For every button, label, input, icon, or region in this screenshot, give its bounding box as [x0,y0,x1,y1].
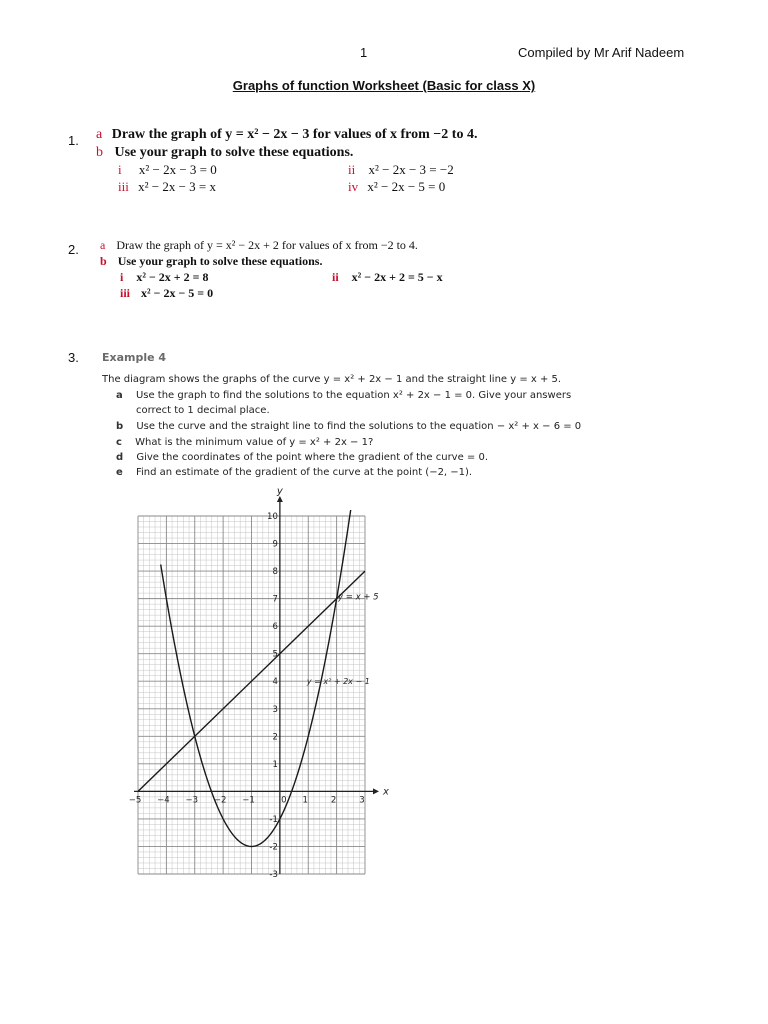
x-tick-label: −4 [157,795,170,806]
question-number: 1. [68,133,79,148]
example-title: Example 4 [102,351,167,364]
y-tick-label: 6 [272,622,278,633]
q2-part-ii: ii x² − 2x + 2 = 5 − x [332,270,443,284]
q1-part-ii: ii x² − 2x − 3 = −2 [348,162,454,177]
example-item-a: a Use the graph to find the solutions to the equation x² + 2x − 1 = 0. Give your answers [116,390,572,401]
page-title: Graphs of function Worksheet (Basic for class X) [232,78,536,93]
example-item-c: c What is the minimum value of y = x² + 2x − 1? [116,437,374,448]
q1-part-a [96,127,477,143]
question-number: 3. [68,350,79,365]
q1-part-iv: iv x² − 2x − 5 = 0 [348,179,446,194]
y-tick-label: 9 [272,539,278,550]
x-tick-label: 2 [330,795,337,806]
example-item-a-cont: correct to 1 decimal place. [136,405,270,416]
q1-b-text: Use your graph to solve these equations. [114,145,354,160]
q2-part-b: b Use your graph to solve these equations. [100,254,323,268]
example-item-e: e Find an estimate of the gradient of the curve at the point (−2, −1). [116,467,473,478]
x-tick-label: −5 [128,795,142,806]
y-tick-label: 3 [272,704,278,715]
x-tick-label: 3 [359,795,365,806]
y-tick-label: -1 [269,814,278,825]
x-tick-label: 1 [302,795,308,806]
q1-a-text: Draw the graph of y = x² − 2x − 3 for values of x from −2 to 4. [111,127,478,142]
x-tick-label: −2 [213,795,227,806]
y-tick-label: 2 [272,732,278,743]
compiled-by: Compiled by Mr Arif Nadeem [518,45,685,60]
y-tick-label: -2 [269,842,278,853]
x-tick-label: −1 [242,795,255,806]
y-tick-label: 1 [272,759,278,770]
function-graph [120,486,389,880]
q1-b-label: b [96,145,103,160]
example-intro: The diagram shows the graphs of the curve y = x² + 2x − 1 and the straight line y = x + 5. [102,374,562,385]
question-number: 2. [68,242,79,257]
x-axis-label: x [383,786,389,798]
q1-part-b [96,145,353,161]
q2-part-iii: iii x² − 2x − 5 = 0 [120,286,214,300]
example-item-d: d Give the coordinates of the point where the gradient of the curve = 0. [116,452,489,463]
y-tick-label: 8 [272,567,278,578]
curve-annotation: y = x² + 2x − 1 [306,677,370,687]
example-item-b: b Use the curve and the straight line to find the solutions to the equation − x² + x − 6 = 0 [116,421,582,432]
y-tick-label: 7 [272,594,278,605]
q1-a-label: a [96,127,103,142]
y-tick-label: 5 [272,649,278,660]
x-tick-label: −3 [185,795,199,806]
y-tick-label: 10 [267,512,278,522]
q2-part-i: i x² − 2x + 2 = 8 [120,270,209,284]
q2-part-a: a Draw the graph of y = x² − 2x + 2 for values of x from −2 to 4. [100,238,418,252]
line-annotation: y = x + 5 [338,592,379,603]
y-tick-label: 4 [272,677,278,688]
page-number: 1 [360,45,368,60]
q1-part-iii: iii x² − 2x − 3 = x [118,179,216,194]
tick-labels [129,512,365,880]
y-tick-label: -3 [269,870,278,880]
x-axis-arrow [373,788,379,794]
curve-series [161,449,360,847]
q1-part-i: i x² − 2x − 3 = 0 [118,162,217,177]
y-axis-label: y [276,486,283,497]
x-tick-label: 0 [281,795,287,806]
